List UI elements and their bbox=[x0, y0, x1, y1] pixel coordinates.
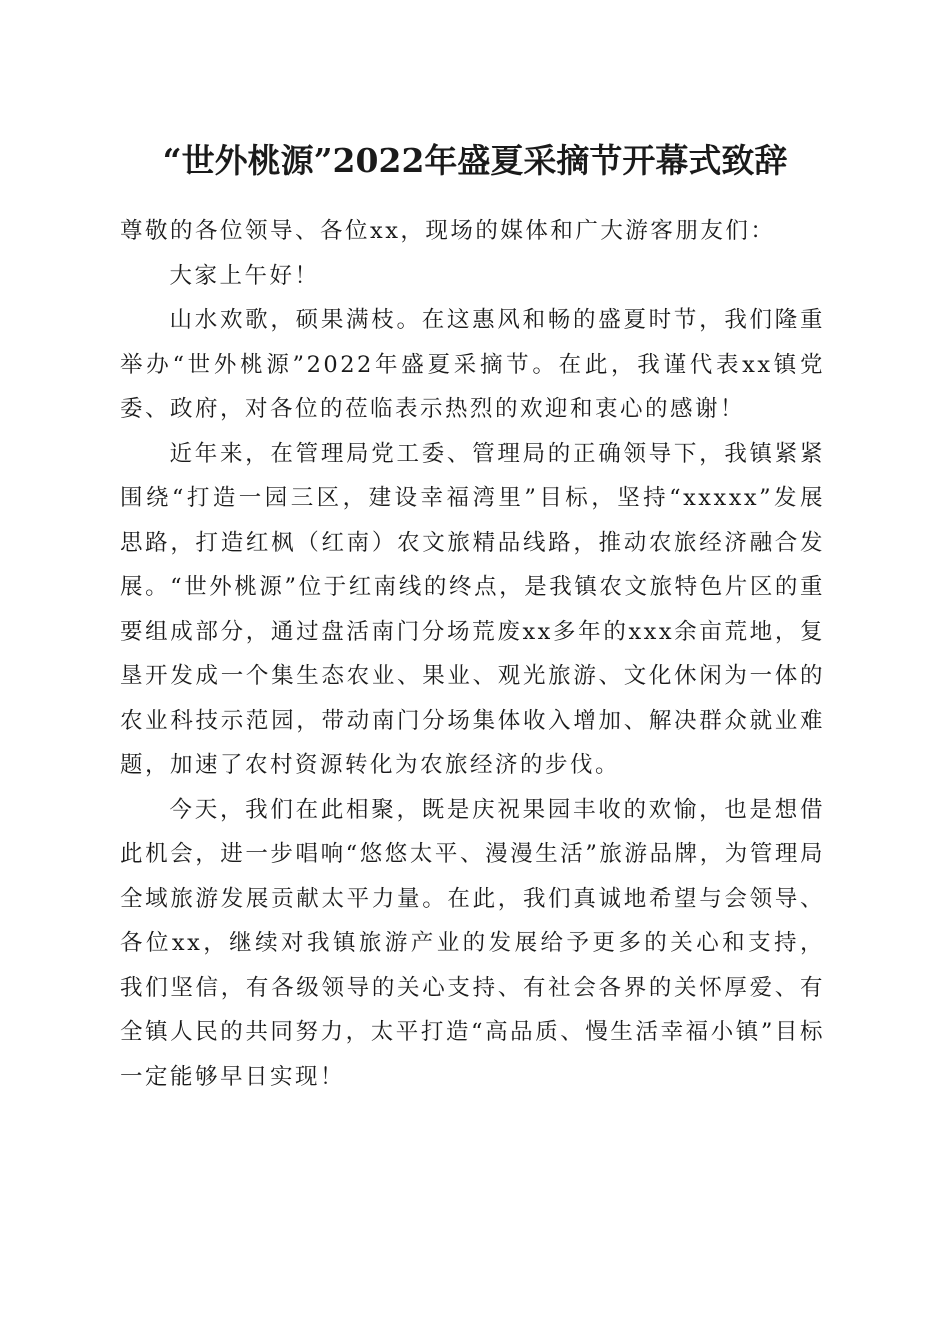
document-body bbox=[120, 209, 825, 1099]
paragraph-background: 近年来，在管理局党工委、管理局的正确领导下，我镇紧紧围绕“打造一园三区，建设幸福湾里”目标，坚持“xxxxx”发展思路，打造红枫（红南）农文旅精品线路，推动农旅经济融合发展。“世外桃源”位于红南线的终点，是我镇农文旅特色片区的重要组成部分，通过盘活南门分场荒废xx多年的xxx余亩荒地，复垦开发成一个集生态农业、果业、观光旅游、文化休闲为一体的农业科技示范园，带动南门分场集体收入增加、解决群众就业难题，加速了农村资源转化为农旅经济的步伐。 bbox=[120, 440, 825, 778]
paragraph-greeting: 大家上午好！ bbox=[169, 262, 320, 289]
document-title: “世外桃源”2022年盛夏采摘节开幕式致辞 bbox=[162, 141, 788, 180]
paragraph-closing: 今天，我们在此相聚，既是庆祝果园丰收的欢愉，也是想借此机会，进一步唱响“悠悠太平、漫漫生活”旅游品牌，为管理局全域旅游发展贡献太平力量。在此，我们真诚地希望与会领导、各位xx，继续对我镇旅游产业的发展给予更多的关心和支持，我们坚信，有各级领导的关心支持、有社会各界的关怀厚爱、有全镇人民的共同努力，太平打造“高品质、慢生活幸福小镇”目标一定能够早日实现！ bbox=[120, 796, 825, 1090]
paragraph-welcome: 山水欢歌，硕果满枝。在这惠风和畅的盛夏时节，我们隆重举办“世外桃源”2022年盛夏采摘节。在此，我谨代表xx镇党委、政府，对各位的莅临表示热烈的欢迎和衷心的感谢！ bbox=[120, 307, 825, 422]
salutation: 尊敬的各位领导、各位xx，现场的媒体和广大游客朋友们： bbox=[120, 218, 776, 244]
